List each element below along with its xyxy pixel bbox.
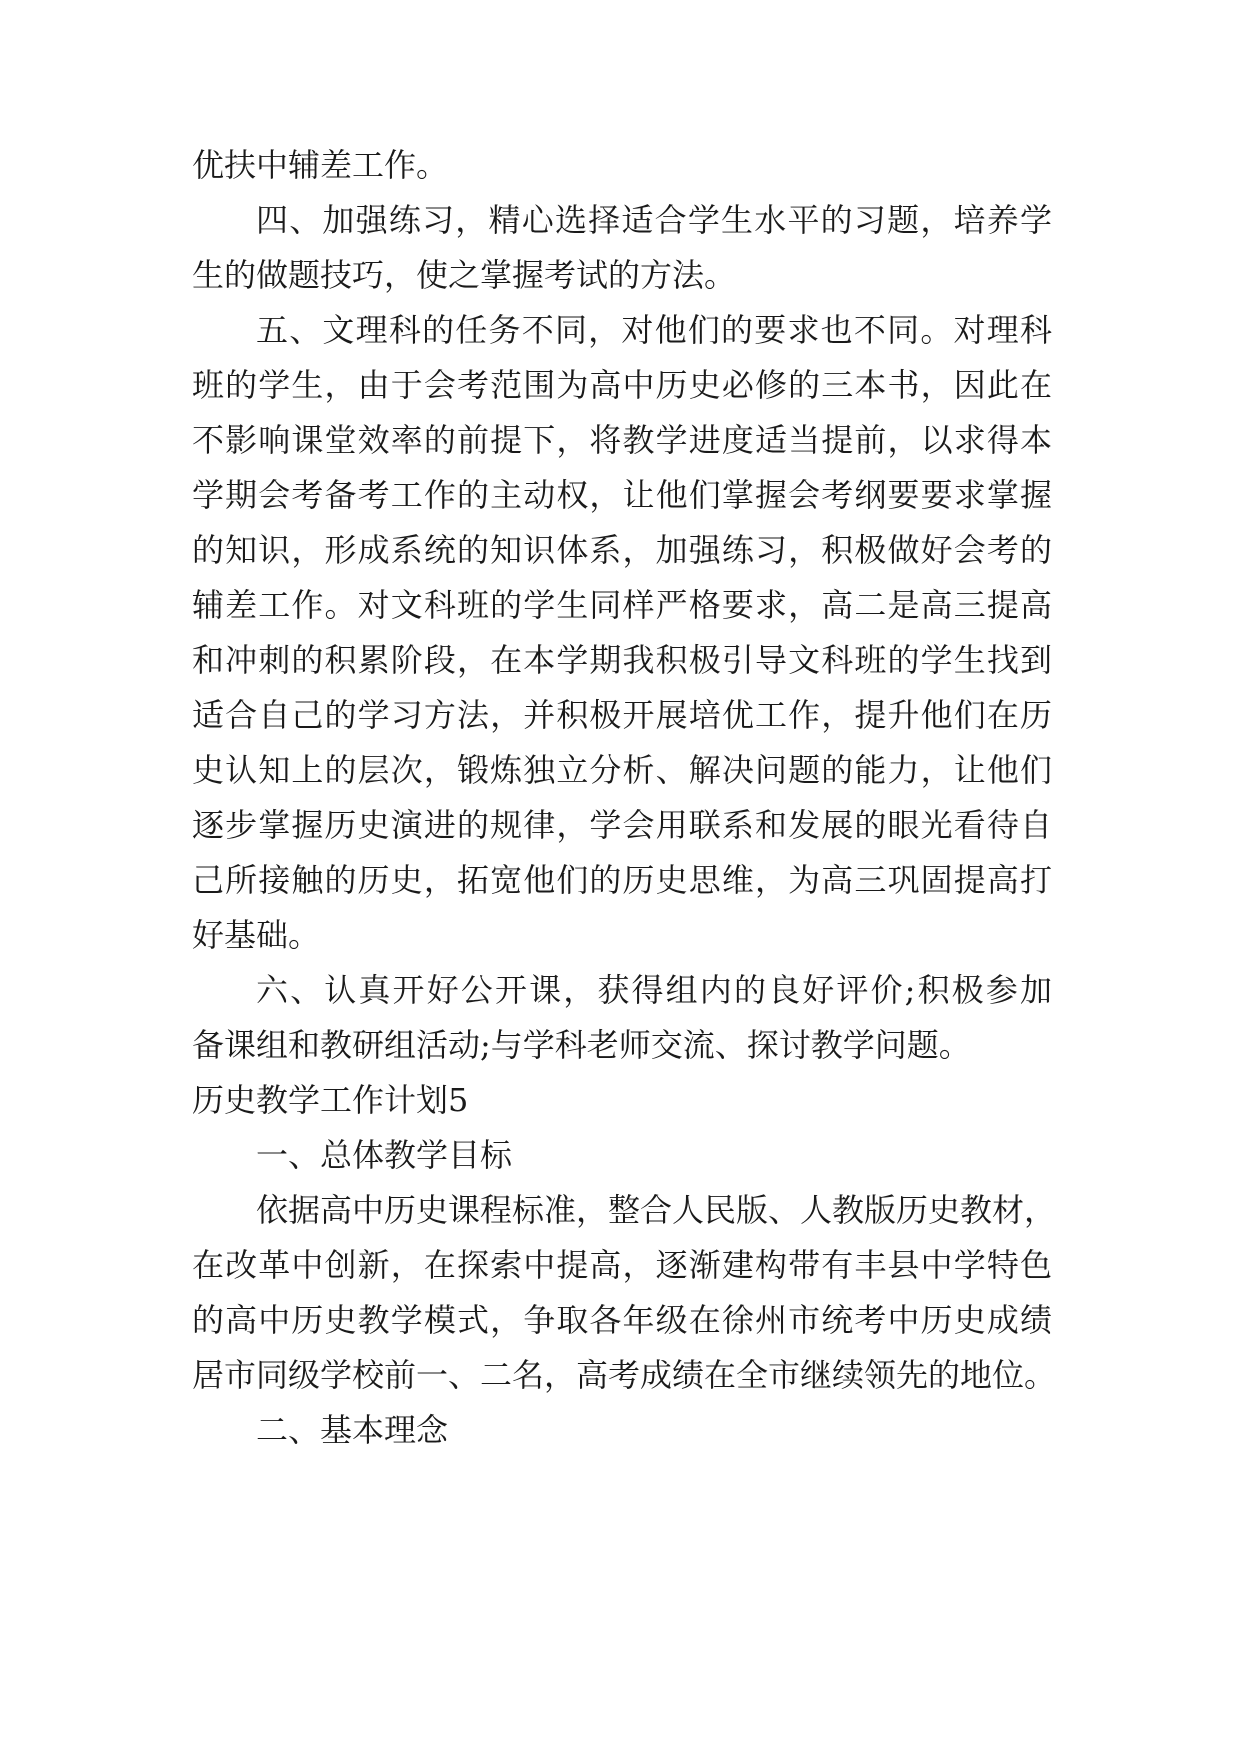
paragraph-line: 的高中历史教学模式，争取各年级在徐州市统考中历史成绩 — [192, 1301, 1052, 1339]
paragraph-line: 六、认真开好公开课，获得组内的良好评价;积极参加 — [256, 971, 1052, 1009]
paragraph-line: 辅差工作。对文科班的学生同样严格要求，高二是高三提高 — [192, 586, 1052, 624]
paragraph-line: 逐步掌握历史演进的规律，学会用联系和发展的眼光看待自 — [192, 806, 1052, 844]
paragraph-line: 和冲刺的积累阶段，在本学期我积极引导文科班的学生找到 — [192, 641, 1052, 679]
paragraph-line: 备课组和教研组活动;与学科老师交流、探讨教学问题。 — [192, 1026, 971, 1064]
paragraph-line: 依据高中历史课程标准，整合人民版、人教版历史教材， — [256, 1191, 1057, 1229]
paragraph-line: 生的做题技巧，使之掌握考试的方法。 — [192, 256, 737, 294]
paragraph-line: 优扶中辅差工作。 — [192, 146, 449, 184]
paragraph-line: 班的学生，由于会考范围为高中历史必修的三本书，因此在 — [192, 366, 1052, 404]
paragraph-line: 在改革中创新，在探索中提高，逐渐建构带有丰县中学特色 — [192, 1246, 1052, 1284]
paragraph-line: 不影响课堂效率的前提下，将教学进度适当提前，以求得本 — [192, 421, 1052, 459]
section-heading: 二、基本理念 — [256, 1411, 449, 1449]
paragraph-line: 学期会考备考工作的主动权，让他们掌握会考纲要要求掌握 — [192, 476, 1052, 514]
paragraph-line: 适合自己的学习方法，并积极开展培优工作，提升他们在历 — [192, 696, 1052, 734]
section-title: 历史教学工作计划5 — [192, 1081, 469, 1119]
paragraph-line: 史认知上的层次，锻炼独立分析、解决问题的能力，让他们 — [192, 751, 1052, 789]
paragraph-line: 己所接触的历史，拓宽他们的历史思维，为高三巩固提高打 — [192, 861, 1052, 899]
paragraph-line: 五、文理科的任务不同，对他们的要求也不同。对理科 — [256, 311, 1052, 349]
paragraph-line: 居市同级学校前一、二名，高考成绩在全市继续领先的地位。 — [192, 1356, 1057, 1394]
paragraph-line: 好基础。 — [192, 916, 321, 954]
section-heading: 一、总体教学目标 — [256, 1136, 513, 1174]
paragraph-line: 四、加强练习，精心选择适合学生水平的习题，培养学 — [256, 201, 1052, 239]
paragraph-line: 的知识，形成系统的知识体系，加强练习，积极做好会考的 — [192, 531, 1052, 569]
